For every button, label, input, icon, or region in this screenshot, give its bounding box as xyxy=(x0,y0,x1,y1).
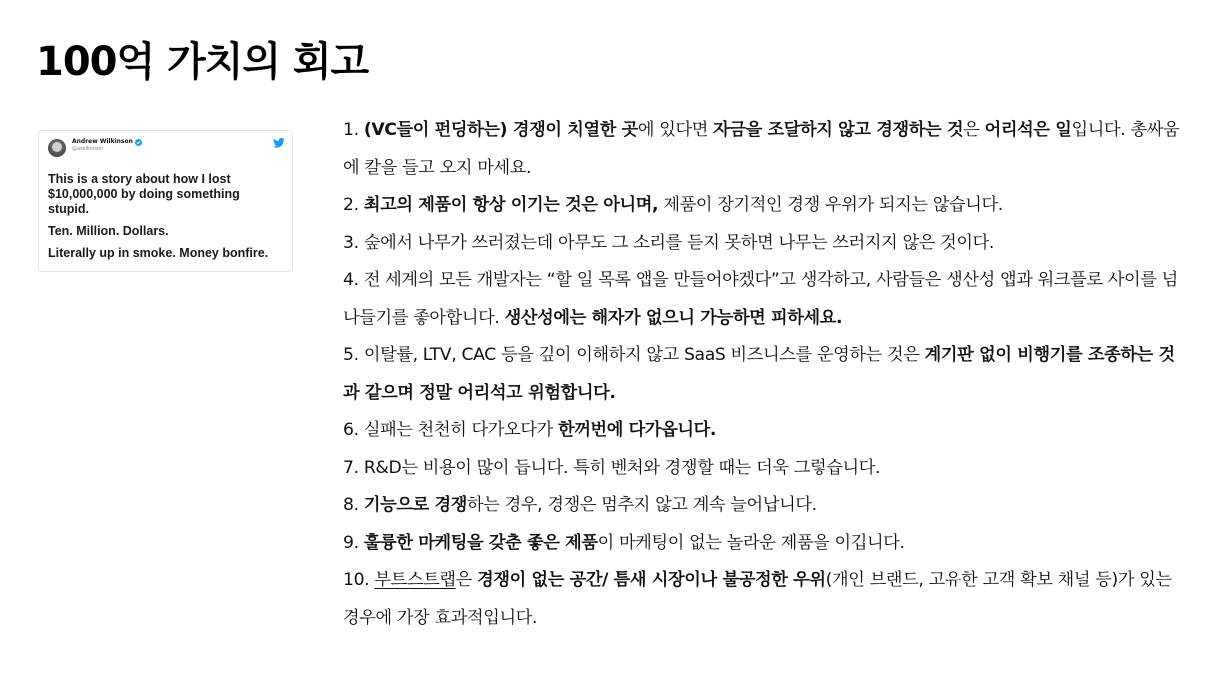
tweet-line: This is a story about how I lost $10,000,000 by doing something stupid. xyxy=(48,172,240,216)
twitter-bird-icon xyxy=(273,138,285,148)
item-number: 8. xyxy=(343,495,364,515)
item-number: 5. xyxy=(343,345,364,365)
list-item xyxy=(343,262,1183,337)
list-item xyxy=(343,187,1183,225)
item-number: 1. xyxy=(343,120,364,140)
item-text: 실패는 천천히 다가오다가 xyxy=(363,420,558,440)
list-item xyxy=(343,112,1183,187)
bootstrap-link[interactable]: 부트스트랩 xyxy=(374,570,456,590)
item-text-bold: 생산성에는 해자가 없으니 가능하면 피하세요. xyxy=(504,307,843,328)
item-text: 하는 경우, 경쟁은 멈추지 않고 계속 늘어납니다. xyxy=(466,495,817,515)
tweet-line: Ten. Million. Dollars. xyxy=(48,224,169,238)
tweet-text xyxy=(48,172,283,261)
item-text: 에 있다면 xyxy=(637,120,714,140)
item-text: 제품이 장기적인 경쟁 우위가 되지는 않습니다. xyxy=(658,195,1003,215)
tweet-header xyxy=(48,138,283,164)
item-text: 이탈률, LTV, CAC 등을 깊이 이해하지 않고 SaaS 비즈니스를 운영하는 것은 xyxy=(363,345,925,365)
retrospective-list xyxy=(343,112,1183,637)
list-item xyxy=(343,562,1183,637)
item-number: 7. xyxy=(343,457,364,478)
embedded-tweet-image xyxy=(38,130,293,272)
item-text: (개인 브랜드, 고유한 고객 확보 채널 등)가 있는 경우에 가장 효과적입니다. xyxy=(343,570,1172,628)
item-text: 은 xyxy=(963,120,985,140)
item-text: R&D는 비용이 많이 듭니다. 특히 벤처와 경쟁할 때는 더욱 그렇습니다. xyxy=(363,457,881,478)
tweet-line: Literally up in smoke. Money bonfire. xyxy=(48,246,269,260)
tweet-author xyxy=(72,138,142,153)
item-text: 은 xyxy=(455,570,478,590)
item-number: 3. xyxy=(343,232,364,253)
item-number: 2. xyxy=(343,195,364,215)
item-text-bold: 훌륭한 마케팅을 갖춘 좋은 제품 xyxy=(363,532,598,553)
avatar xyxy=(48,139,66,157)
item-number: 10. xyxy=(343,570,375,590)
tweet-handle: @awilkinson xyxy=(72,146,104,152)
tweet-author-name: Andrew Wilkinson xyxy=(72,138,133,145)
list-item xyxy=(343,450,1183,488)
list-item xyxy=(343,412,1183,450)
item-text-bold: 자금을 조달하지 않고 경쟁하는 것 xyxy=(713,120,964,140)
tweet-author-row xyxy=(72,138,142,146)
list-item xyxy=(343,525,1183,563)
item-text-bold: 기능으로 경쟁 xyxy=(363,495,467,515)
list-item xyxy=(343,337,1183,412)
item-number: 4. xyxy=(343,270,364,290)
item-number: 9. xyxy=(343,532,364,553)
item-text-bold: 최고의 제품이 항상 이기는 것은 아니며, xyxy=(363,195,659,215)
item-text-bold: 계기판 없이 비행기를 조종하는 것과 같으며 정말 어리석고 위험합니다. xyxy=(343,345,1175,403)
item-text-bold: 한꺼번에 다가옵니다. xyxy=(557,420,717,440)
list-item xyxy=(343,487,1183,525)
item-text-bold: (VC들이 펀딩하는) 경쟁이 치열한 곳 xyxy=(363,120,638,140)
list-item xyxy=(343,225,1183,263)
verified-badge-icon xyxy=(135,139,142,146)
item-text: 숲에서 나무가 쓰러졌는데 아무도 그 소리를 듣지 못하면 나무는 쓰러지지 않은 것이다. xyxy=(363,232,995,253)
item-text-bold: 경쟁이 없는 공간/ 틈새 시장이나 불공정한 우위 xyxy=(477,570,826,590)
page-title: 100억 가치의 회고 xyxy=(36,39,369,85)
item-text-bold: 어리석은 일 xyxy=(984,120,1072,140)
item-text: 이 마케팅이 없는 놀라운 제품을 이깁니다. xyxy=(597,532,905,553)
item-number: 6. xyxy=(343,420,364,440)
item-text: 입니다. 총싸움에 칼을 들고 오지 마세요. xyxy=(343,120,1180,178)
item-text: 전 세계의 모든 개발자는 “할 일 목록 앱을 만들어야겠다”고 생각하고, 사람들은 생산성 앱과 워크플로 사이를 넘나들기를 좋아합니다. xyxy=(343,270,1178,328)
